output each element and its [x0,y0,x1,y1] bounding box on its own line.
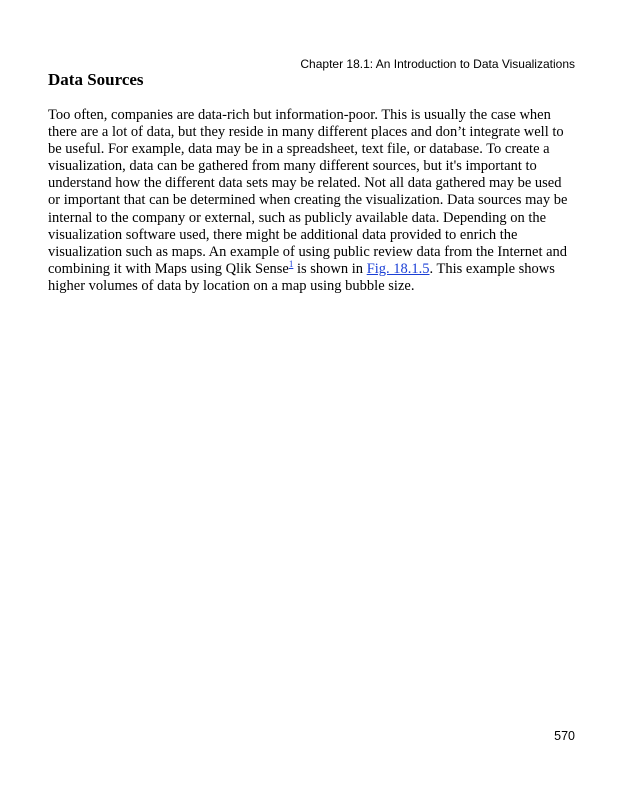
footnote-reference-link[interactable]: 1 [288,259,294,270]
section-heading: Data Sources [48,70,144,89]
paragraph-line: internal to the company or external, such as publicly available data. Depending on the [48,209,547,226]
figure-reference-link[interactable]: Fig. 18.1.5 [366,260,430,277]
paragraph-line-fragment: . This example shows [429,260,555,277]
page-number: 570 [554,729,575,743]
paragraph-line: Too often, companies are data-rich but information-poor. This is usually the case when [48,107,551,123]
paragraph-line: or important that can be determined when creating the visualization. Data sources may be [48,192,568,209]
paragraph-line: visualization software used, there might be additional data provided to enrich the [48,226,518,243]
running-header: Chapter 18.1: An Introduction to Data Visualizations [300,57,575,71]
paragraph-line-fragment: combining it with Maps using Qlik Sense [48,260,289,277]
paragraph-line-fragment: is shown in [293,260,367,277]
paragraph-line: visualization such as maps. An example of using public review data from the Internet and [48,243,568,260]
body-paragraph [48,107,588,295]
paragraph-line: there are a lot of data, but they reside in many different places and don’t integrate well to [48,124,564,141]
paragraph-line: understand how the different data sets may be related. Not all data gathered may be used [48,175,562,192]
paragraph-line: higher volumes of data by location on a map using bubble size. [48,277,415,294]
paragraph-line: visualization, data can be gathered from many different sources, but it's important to [48,158,537,175]
paragraph-line: be useful. For example, data may be in a spreadsheet, text file, or database. To create a [48,141,550,158]
